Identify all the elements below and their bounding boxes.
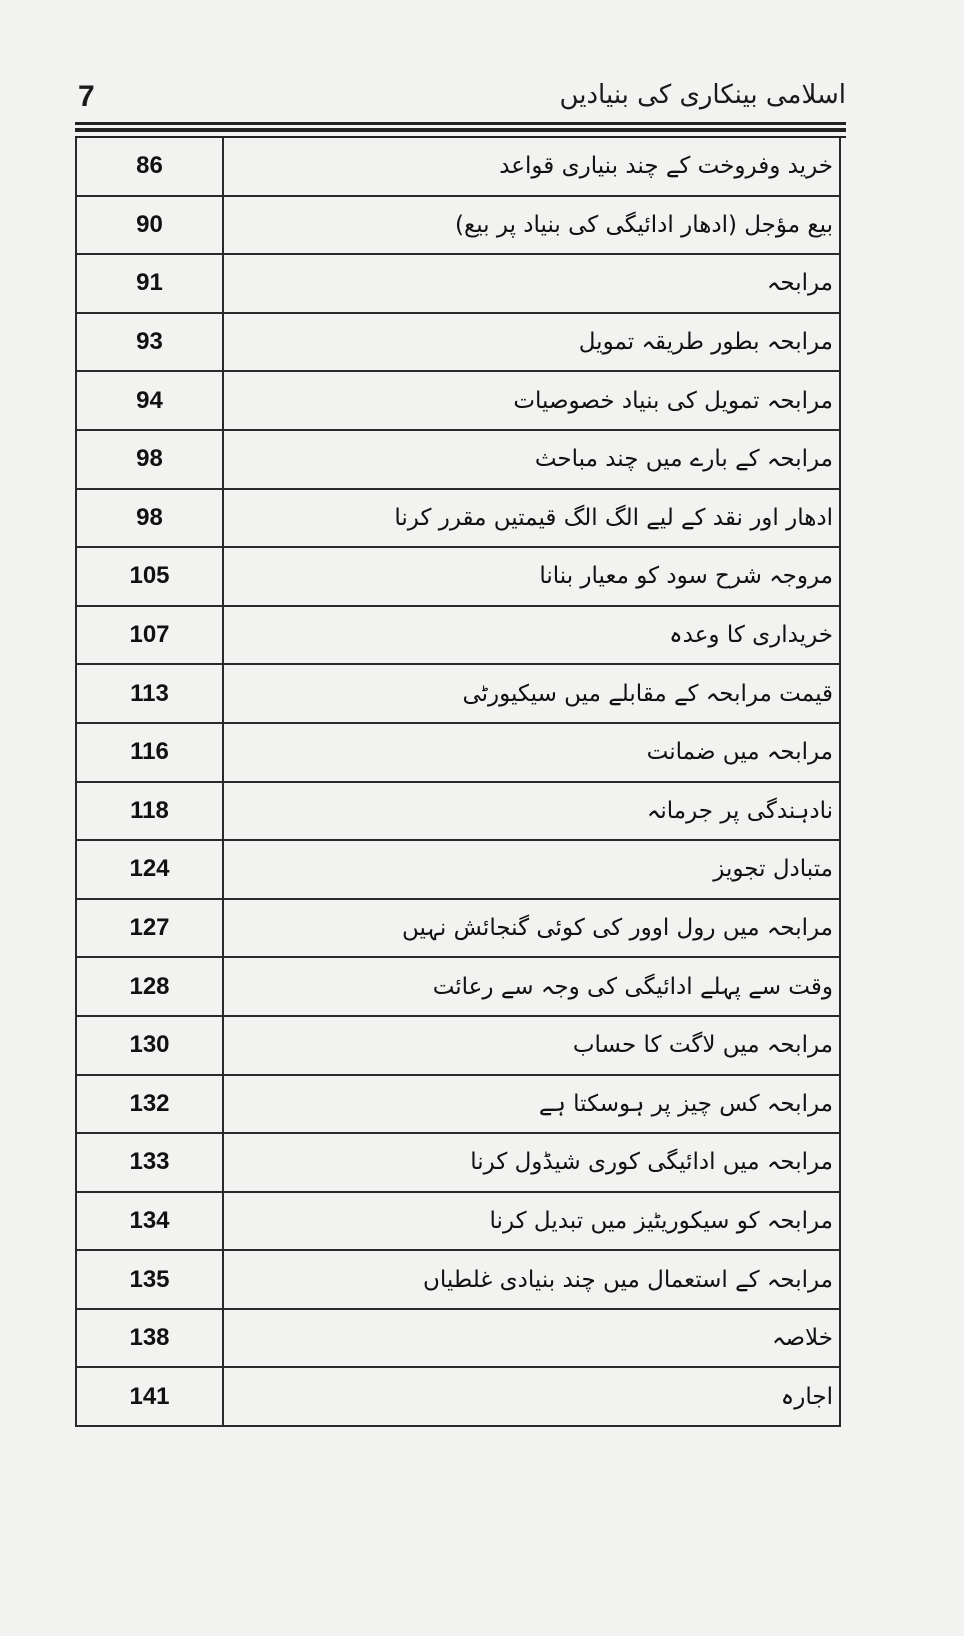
toc-row: [76, 606, 840, 665]
toc-entry-title: خرید وفروخت کے چند بنیاری قواعد: [223, 138, 840, 196]
toc-page-number: 128: [76, 957, 223, 1016]
header-rule: [75, 128, 846, 132]
toc-page-number: 86: [76, 138, 223, 196]
toc-row: [76, 196, 840, 255]
toc-row: [76, 430, 840, 489]
toc-entry-title: مرابحہ میں رول اوور کی کوئی گنجائش نہیں: [223, 899, 840, 958]
toc-entry-title: مرابحہ میں ضمانت: [223, 723, 840, 782]
toc-entry-title: مرابحہ بطور طریقہ تمویل: [223, 313, 840, 372]
toc-row: [76, 782, 840, 841]
toc-row: [76, 1309, 840, 1368]
toc-page-number: 141: [76, 1367, 223, 1426]
toc-entry-title: مروجہ شرح سود کو معیار بنانا: [223, 547, 840, 606]
toc-page-number: 107: [76, 606, 223, 665]
toc-page-number: 127: [76, 899, 223, 958]
toc-page-number: 118: [76, 782, 223, 841]
toc-entry-title: خریداری کا وعدہ: [223, 606, 840, 665]
toc-page-number: 98: [76, 430, 223, 489]
toc-row: [76, 1075, 840, 1134]
toc-page-number: 124: [76, 840, 223, 899]
header-rule: [75, 122, 846, 125]
toc-entry-title: مرابحہ کے بارے میں چند مباحث: [223, 430, 840, 489]
toc-page-number: 116: [76, 723, 223, 782]
toc-entry-title: نادہندگی پر جرمانہ: [223, 782, 840, 841]
page-number: 7: [78, 80, 95, 113]
toc-page-number: 105: [76, 547, 223, 606]
toc-row: [76, 1367, 840, 1426]
toc-page-number: 132: [76, 1075, 223, 1134]
toc-row: [76, 254, 840, 313]
toc-entry-title: قیمت مرابحہ کے مقابلے میں سیکیورٹی: [223, 664, 840, 723]
toc-entry-title: مرابحہ کس چیز پر ہوسکتا ہے: [223, 1075, 840, 1134]
toc-entry-title: مرابحہ: [223, 254, 840, 313]
toc-row: [76, 1133, 840, 1192]
toc-row: [76, 489, 840, 548]
toc-page-number: 138: [76, 1309, 223, 1368]
toc-entry-title: مرابحہ میں لاگت کا حساب: [223, 1016, 840, 1075]
toc-entry-title: مرابحہ تمویل کی بنیاد خصوصیات: [223, 371, 840, 430]
contents-table: [75, 138, 841, 1427]
toc-entry-title: مرابحہ کے استعمال میں چند بنیادی غلطیاں: [223, 1250, 840, 1309]
toc-row: [76, 723, 840, 782]
toc-row: [76, 957, 840, 1016]
toc-row: [76, 899, 840, 958]
toc-row: [76, 547, 840, 606]
toc-page-number: 113: [76, 664, 223, 723]
toc-entry-title: مرابحہ کو سیکوریٹیز میں تبدیل کرنا: [223, 1192, 840, 1251]
toc-row: [76, 138, 840, 196]
toc-entry-title: اجارہ: [223, 1367, 840, 1426]
toc-page-number: 90: [76, 196, 223, 255]
toc-entry-title: مرابحہ میں ادائیگی کوری شیڈول کرنا: [223, 1133, 840, 1192]
toc-page-number: 94: [76, 371, 223, 430]
toc-page-number: 130: [76, 1016, 223, 1075]
toc-row: [76, 1192, 840, 1251]
toc-entry-title: بیع مؤجل (ادھار ادائیگی کی بنیاد پر بیع): [223, 196, 840, 255]
toc-entry-title: ادھار اور نقد کے لیے الگ الگ قیمتیں مقرر کرنا: [223, 489, 840, 548]
toc-row: [76, 313, 840, 372]
toc-page-number: 133: [76, 1133, 223, 1192]
toc-entry-title: متبادل تجویز: [223, 840, 840, 899]
toc-row: [76, 664, 840, 723]
running-header-title: اسلامی بینکاری کی بنیادیں: [559, 80, 846, 110]
toc-row: [76, 1250, 840, 1309]
toc-page-number: 135: [76, 1250, 223, 1309]
toc-entry-title: خلاصہ: [223, 1309, 840, 1368]
toc-row: [76, 1016, 840, 1075]
toc-entry-title: وقت سے پہلے ادائیگی کی وجہ سے رعائت: [223, 957, 840, 1016]
toc-page-number: 134: [76, 1192, 223, 1251]
toc-page-number: 91: [76, 254, 223, 313]
toc-page-number: 98: [76, 489, 223, 548]
toc-page-number: 93: [76, 313, 223, 372]
toc-row: [76, 840, 840, 899]
toc-row: [76, 371, 840, 430]
